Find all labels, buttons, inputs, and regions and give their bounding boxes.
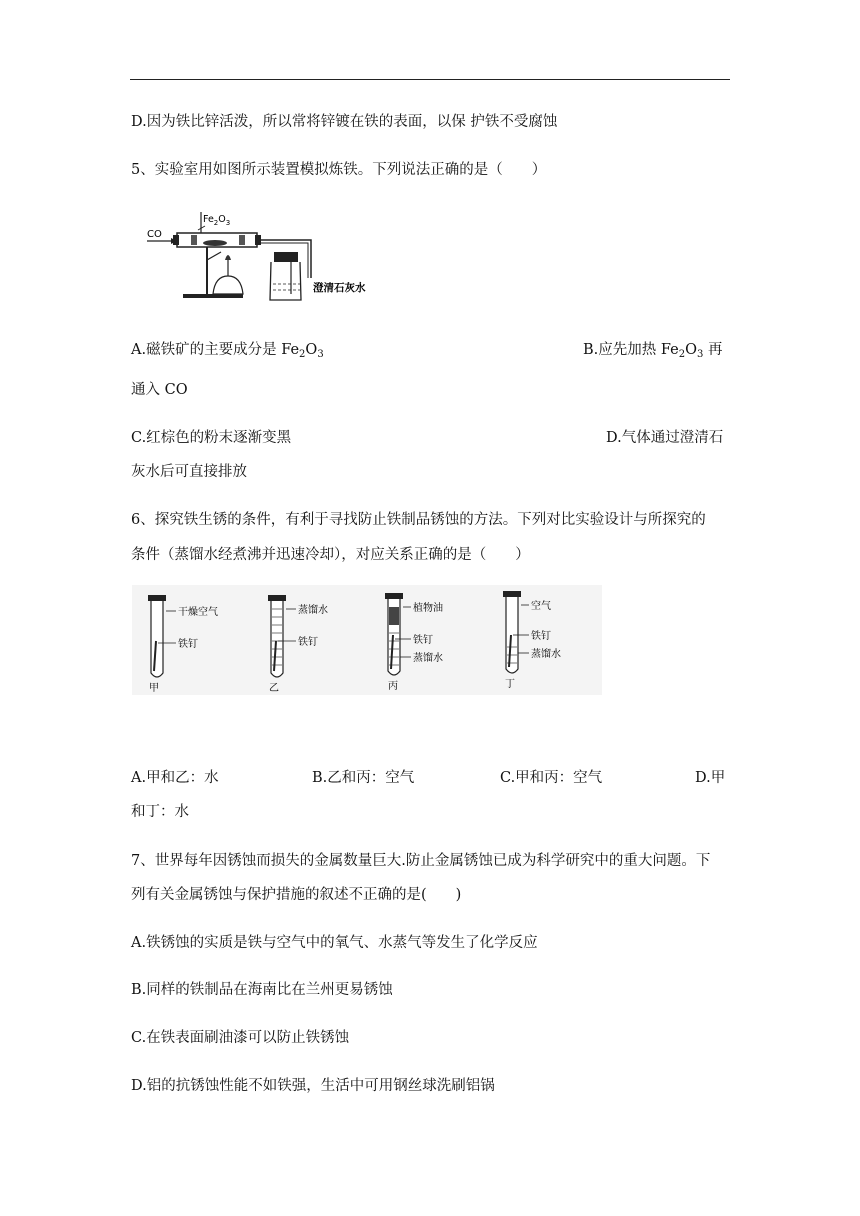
svg-text:铁钉: 铁钉 — [178, 639, 198, 650]
q5-option-d: D.气体通过澄清石 — [606, 430, 724, 446]
q5-option-b: B.应先加热 $Fe_2O_3$ 再 — [583, 342, 723, 360]
limewater-label: 澄清石灰水 — [313, 282, 366, 294]
fe2o3-label: $Fe_2O_3$ — [203, 214, 231, 227]
q5-apparatus-figure — [143, 200, 383, 306]
q7-stem-2: 列有关金属锈蚀与保护措施的叙述不正确的是( ) — [131, 887, 462, 903]
q5-option-a: A.磁铁矿的主要成分是 $Fe_2O_3$ — [131, 342, 324, 360]
svg-text:丙: 丙 — [388, 681, 398, 692]
q6-option-d: D.甲 — [695, 770, 726, 786]
q5-stem: 5、实验室用如图所示装置模拟炼铁。下列说法正确的是（ ） — [131, 162, 547, 178]
q6-stem-1: 6、探究铁生锈的条件，有利于寻找防止铁制品锈蚀的方法。下列对比实验设计与所探究的 — [131, 512, 706, 528]
q7-option-b: B.同样的铁制品在海南比在兰州更易锈蚀 — [131, 982, 393, 998]
svg-text:干燥空气: 干燥空气 — [178, 607, 218, 618]
q6-option-d-cont: 和丁：水 — [131, 804, 189, 820]
q7-option-a: A.铁锈蚀的实质是铁与空气中的氧气、水蒸气等发生了化学反应 — [131, 935, 538, 951]
prev-option-d: D.因为铁比锌活泼，所以常将锌镀在铁的表面，以保 护铁不受腐蚀 — [131, 114, 558, 130]
q6-test-tubes-figure — [132, 585, 602, 695]
q7-option-d: D.铝的抗锈蚀性能不如铁强，生活中可用钢丝球洗刷铝锅 — [131, 1078, 495, 1094]
svg-text:铁钉: 铁钉 — [531, 631, 551, 642]
q5-option-d-cont: 灰水后可直接排放 — [131, 464, 247, 480]
q6-option-c: C.甲和丙：空气 — [500, 770, 603, 786]
svg-text:铁钉: 铁钉 — [298, 637, 318, 648]
header-rule — [130, 79, 730, 80]
svg-text:丁: 丁 — [505, 679, 515, 690]
svg-text:蒸馏水: 蒸馏水 — [531, 649, 561, 660]
q7-stem-1: 7、世界每年因锈蚀而损失的金属数量巨大.防止金属锈蚀已成为科学研究中的重大问题。下 — [131, 853, 711, 869]
q7-option-c: C.在铁表面刷油漆可以防止铁锈蚀 — [131, 1030, 350, 1046]
svg-text:蒸馏水: 蒸馏水 — [298, 605, 328, 616]
q5-option-c: C.红棕色的粉末逐渐变黑 — [131, 430, 292, 446]
svg-text:植物油: 植物油 — [413, 603, 443, 614]
svg-text:空气: 空气 — [531, 601, 551, 612]
svg-text:蒸馏水: 蒸馏水 — [413, 653, 443, 664]
svg-text:甲: 甲 — [149, 683, 159, 694]
q5-option-b-cont: 通入 CO — [131, 382, 188, 398]
q6-option-a: A.甲和乙：水 — [131, 770, 219, 786]
q6-option-b: B.乙和丙：空气 — [312, 770, 415, 786]
svg-text:铁钉: 铁钉 — [413, 635, 433, 646]
co-label: CO — [147, 229, 162, 240]
svg-text:乙: 乙 — [269, 683, 279, 694]
q6-stem-2: 条件（蒸馏水经煮沸并迅速冷却），对应关系正确的是（ ） — [131, 547, 530, 563]
